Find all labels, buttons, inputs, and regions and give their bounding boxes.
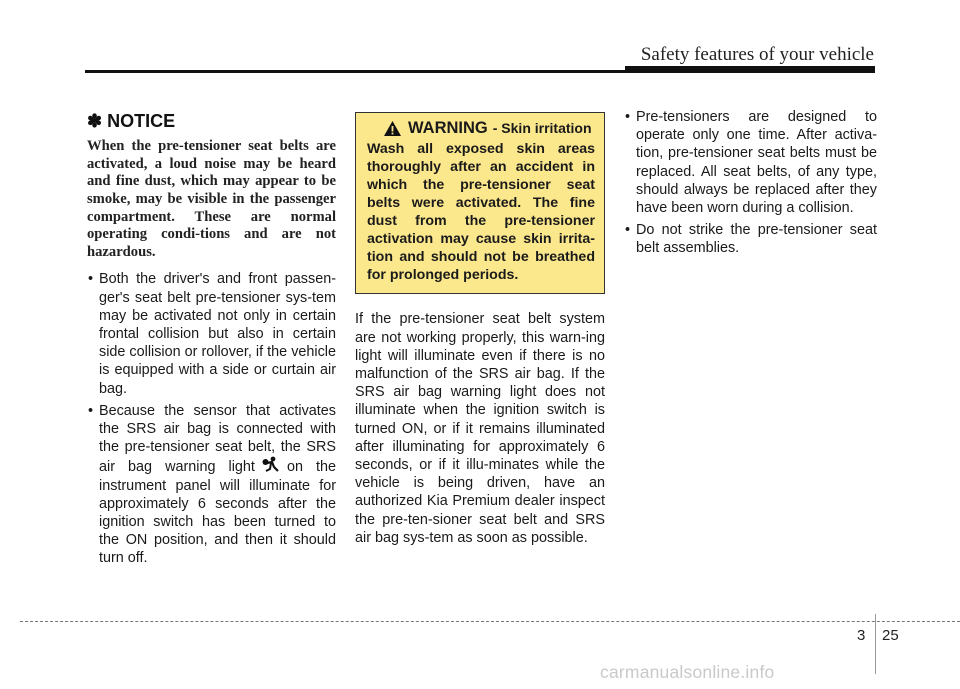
warning-triangle-icon [383,120,402,137]
watermark: carmanualsonline.info [600,662,775,682]
header-rule-accent [625,66,875,72]
column-left [87,108,336,572]
bullet-text-start: Because the sensor that activates the SRS air bag is connected with the pre-tensioner seat belt, the SRS air bag warning light [99,402,336,476]
warning-subtitle: - Skin irritation [492,120,592,136]
chapter-number: 3 [857,627,866,644]
warning-body: Wash all exposed skin areas thoroughly after an accident in which the pre-tensioner seat belts were activated. The fine dust from the pre-tensioner activation may cause skin irrita-tion and should not be breathed for prolonged periods. [367,141,595,283]
column-middle [355,108,605,547]
srs-airbag-warning-icon [261,456,281,474]
notice-body: When the pre-tensioner seat belts are activated, a loud noise may be heard and fine dust, which may appear to be smoke, may be visible in the passenger compartment. These are normal operating condi-tions and are not hazardous. [87,138,336,260]
warning-box [355,112,605,294]
list-item: • Do not strike the pre-tensioner seat belt assemblies. [624,221,877,257]
page-number: 25 [882,627,899,644]
footer-rule [20,621,960,622]
list-item-srs [87,402,336,568]
list-item: • Pre-tensioners are designed to operate only one time. After activa-tion, pre-tensioner seat belts must be replaced. All seat belts, of any type, should always be replaced after they have been worn during a collision. [624,108,877,217]
pretensioner-paragraph: If the pre-tensioner seat belt system are not working properly, this warn-ing light will illuminate even if there is no malfunction of the SRS air bag. If the SRS air bag warning light does not illuminate when the ignition switch is turned ON, or if it remains illuminated after illuminating for approximately 6 seconds, or if it illu-minates while the vehicle is being driven, have an authorized Kia Premium dealer inspect the pre-ten-sioner seat belt and SRS air bag sys-tem as soon as possible. [355,311,605,546]
list-item: • Both the driver's and front passen-ger's seat belt pre-tensioner sys-tem may be activated not only in certain frontal collision but also in certain side collision or rollover, if the vehicle is equipped with a side or curtain air bag. [87,270,336,397]
section-title: Safety features of your vehicle [640,44,874,65]
notice-title: ✽ NOTICE [87,111,176,131]
warning-label: WARNING [408,119,488,137]
column-right [624,108,877,262]
warning-header [367,119,595,137]
bullet-text-end: on the instrument panel will illuminate for approximately 6 seconds after the ignition switch has been turned to the ON position, and then it should turn off. [99,459,336,567]
footer-divider [875,614,876,674]
